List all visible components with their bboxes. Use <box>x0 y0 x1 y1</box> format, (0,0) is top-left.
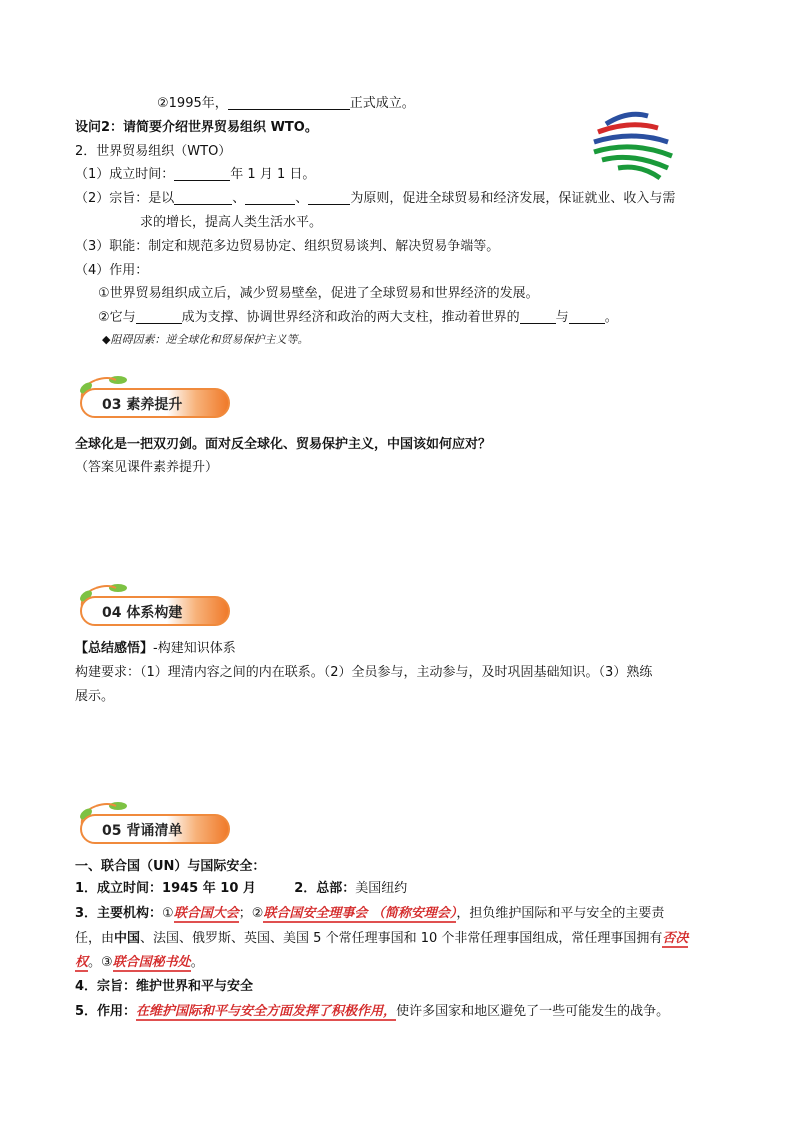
highlight: 联合国秘书处 <box>112 955 191 970</box>
s5-row-3-cont <box>75 930 688 948</box>
highlight: 权 <box>75 955 89 970</box>
text: 为原则，促进全球贸易和经济发展，保证就业、收入与需 <box>350 191 676 206</box>
section-badge-04 <box>72 582 242 630</box>
blank <box>136 309 182 324</box>
blank <box>520 309 556 324</box>
text: （1）成立时间： <box>75 167 175 182</box>
s4-title <box>75 640 236 658</box>
s5-row-3-cont2 <box>75 954 204 972</box>
text: ；② <box>238 906 264 921</box>
wto-item-2 <box>75 190 675 208</box>
s5-heading: 一、联合国（UN）与国际安全： <box>75 859 266 874</box>
text: 任，由 <box>75 931 115 946</box>
text: ，担负维护国际和平与安全的主要责 <box>456 906 665 921</box>
text: 。 <box>604 310 618 325</box>
text: 年 1 月 1 日。 <box>230 167 316 182</box>
blank <box>245 190 295 205</box>
s3-answer: （答案见课件素养提升） <box>75 460 219 475</box>
section-badge-03 <box>72 374 242 422</box>
wto-item-4-2 <box>98 309 618 327</box>
wto-title: 2．世界贸易组织（WTO） <box>75 144 232 159</box>
text: 中国 <box>114 931 141 946</box>
highlight: 在维护国际和平与安全方面发挥了积极作用， <box>136 1004 397 1019</box>
text: 4．宗旨： <box>75 979 137 994</box>
section-title-03: 03 素养提升 <box>102 397 183 413</box>
s4-req-2: 展示。 <box>75 689 115 704</box>
blank <box>308 190 350 205</box>
s5-row-5 <box>75 1003 669 1021</box>
section-title-05: 05 背诵清单 <box>102 823 183 839</box>
wto-item-3: （3）职能：制定和规范多边贸易协定、组织贸易谈判、解决贸易争端等。 <box>75 239 500 254</box>
text: ②1995年， <box>157 96 228 111</box>
text: 、 <box>295 191 309 206</box>
wto-item-4: （4）作用： <box>75 263 149 278</box>
obstacle-note: ◆阻碍因素：逆全球化和贸易保护主义等。 <box>102 333 309 346</box>
section-title-04: 04 体系构建 <box>102 605 183 621</box>
wto-item-4-1: ①世界贸易组织成立后，减少贸易壁垒，促进了全球贸易和世界经济的发展。 <box>98 286 539 301</box>
text: 美国纽约 <box>355 881 408 896</box>
highlight: 联合国大会 <box>173 906 239 921</box>
text: 成为支撑、协调世界经济和政治的两大支柱，推动着世界的 <box>181 310 520 325</box>
text: 【总结感悟】 <box>75 641 154 656</box>
text: 1．成立时间： <box>75 881 163 896</box>
text: 使许多国家和地区避免了一些可能发生的战争。 <box>396 1004 670 1019</box>
text: 3．主要机构： <box>75 906 163 921</box>
wto-logo <box>588 102 680 188</box>
blank <box>228 95 350 110</box>
text: 、 <box>232 191 246 206</box>
question-2: 设问2：请简要介绍世界贸易组织 WTO。 <box>75 120 318 135</box>
text: 2．总部： <box>294 881 356 896</box>
blank <box>174 190 232 205</box>
text: 正式成立。 <box>349 96 415 111</box>
s5-row-3 <box>75 905 664 923</box>
text: 5．作用： <box>75 1004 137 1019</box>
text: 、法国、俄罗斯、英国、美国 5 个常任理事国和 10 个非常任理事国组成，常任理事国拥有 <box>140 931 663 946</box>
blank <box>569 309 605 324</box>
highlight: 否决 <box>662 931 689 946</box>
wto-item-2-cont: 求的增长，提高人类生活水平。 <box>140 215 323 230</box>
founding-line <box>157 95 415 113</box>
highlight: 联合国安全理事会 （简称安理会） <box>263 906 457 921</box>
blank <box>174 166 230 181</box>
text: 1945 年 10 月 <box>162 881 256 896</box>
section-badge-05 <box>72 800 242 848</box>
text: 与 <box>555 310 569 325</box>
wto-item-1 <box>75 166 315 184</box>
text: ① <box>162 906 174 921</box>
text: ②它与 <box>98 310 136 325</box>
s5-row-1 <box>75 880 407 898</box>
s3-question: 全球化是一把双刃剑。面对反全球化、贸易保护主义，中国该如何应对？ <box>75 437 492 452</box>
text: （2）宗旨：是以 <box>75 191 175 206</box>
text: 维护世界和平与安全 <box>136 979 254 994</box>
s5-row-4 <box>75 978 253 996</box>
text: 。 <box>190 955 204 970</box>
text: 。③ <box>88 955 113 970</box>
s4-req-1: 构建要求：（1）理清内容之间的内在联系。（2）全员参与，主动参与，及时巩固基础知识。（3）熟练 <box>75 665 653 680</box>
text: -构建知识体系 <box>153 641 236 656</box>
